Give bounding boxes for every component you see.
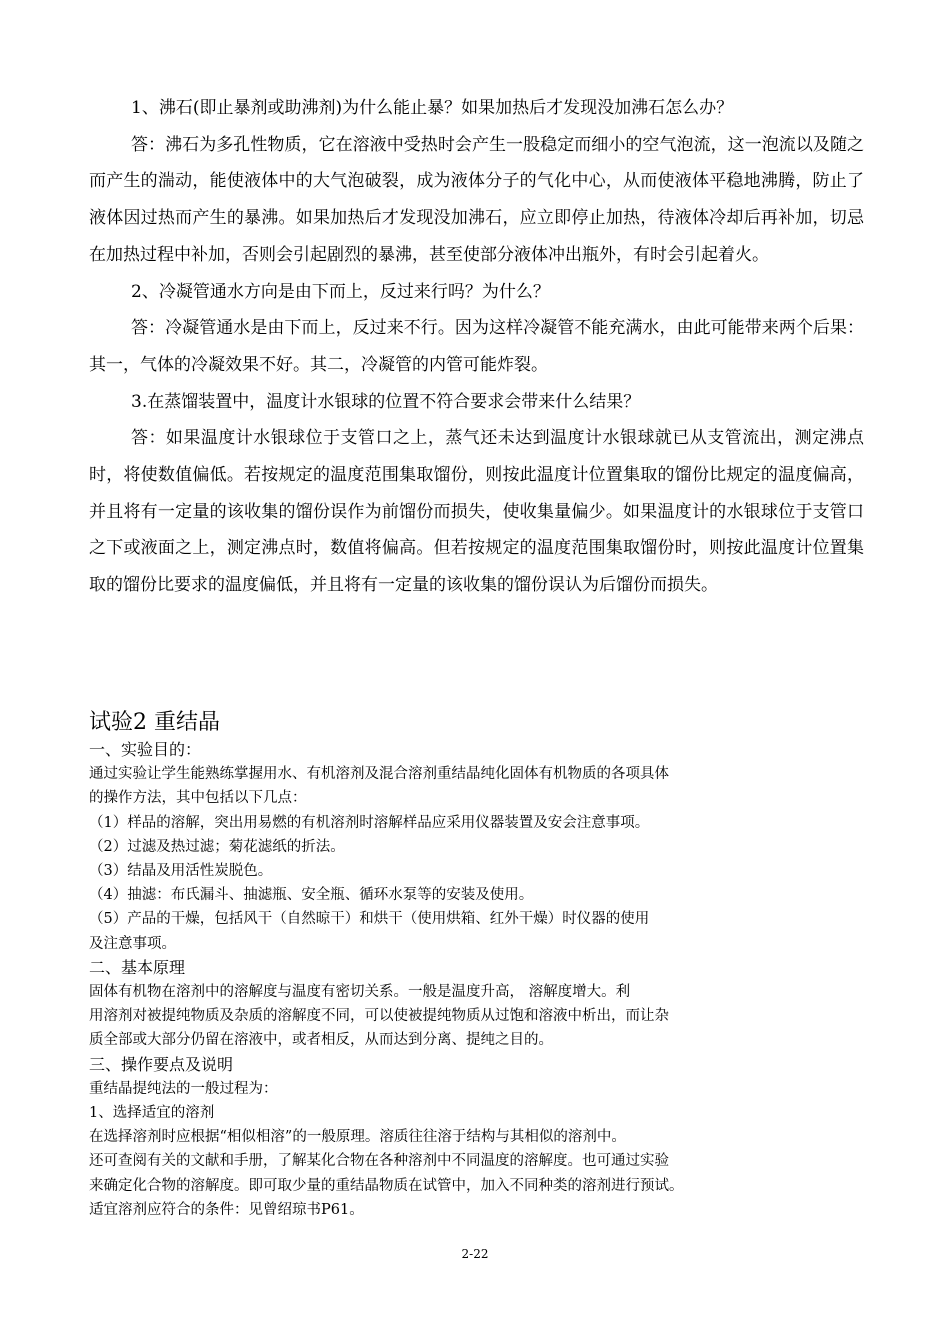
section-heading: 一、实验目的： [89,740,202,759]
section-heading: 三、操作要点及说明 [89,1054,234,1074]
qa-section [89,90,864,604]
body-line: 适宜溶剂应符合的条件：见曾绍琼书P61。 [89,1201,364,1218]
section-heading: 二、基本原理 [89,957,186,977]
answer-2: 答：冷凝管通水是由下而上，反过来不行。因为这样冷凝管不能充满水，由此可能带来两个后果：其一，气体的冷凝效果不好。其二，冷凝管的内管可能炸裂。 [89,318,864,375]
list-item: （1）样品的溶解，突出用易燃的有机溶剂时溶解样品应采用仪器装置及安会注意事项。 [89,814,650,831]
body-line: 用溶剂对被提纯物质及杂质的溶解度不同，可以使被提纯物质从过饱和溶液中析出，而让杂 [89,1008,669,1025]
body-line: 固体有机物在溶剂中的溶解度与温度有密切关系。一般是温度升高， 溶解度增大。利 [89,984,631,1001]
body-line: 重结晶提纯法的一般过程为： [89,1080,278,1097]
experiment-section [89,708,869,1222]
answer-3: 答：如果温度计水银球位于支管口之上，蒸气还未达到温度计水银球就已从支管流出，测定沸点时，将使数值偏低。若按规定的温度范围集取馏份，则按此温度计位置集取的馏份比规定的温度偏高，并且将有一定量的该收集的馏份误作为前馏份而损失，使收集量偏少。如果温度计的水银球位于支管口之下或液面之上，测定沸点时，数值将偏高。但若按规定的温度范围集取馏份时，则按此温度计位置集取的馏份比要求的温度偏低，并且将有一定量的该收集的馏份误认为后馏份而损失。 [89,428,864,596]
list-item: （5）产品的干燥，包括风干（自然晾干）和烘干（使用烘箱、红外干燥）时仪器的使用 [89,911,650,928]
body-line: 质全部或大部分仍留在溶液中，或者相反，从而达到分离、提纯之目的。 [89,1032,553,1049]
body-line: 还可查阅有关的文献和手册，了解某化合物在各种溶剂中不同温度的溶解度。也可通过实验 [89,1153,669,1170]
answer-1: 答：沸石为多孔性物质，它在溶液中受热时会产生一股稳定而细小的空气泡流，这一泡流以及随之而产生的湍动，能使液体中的大气泡破裂，成为液体分子的气化中心，从而使液体平稳地沸腾，防止了液体因过热而产生的暴沸。如果加热后才发现没加沸石，应立即停止加热，待液体冷却后再补加，切忌在加热过程中补加，否则会引起剧烈的暴沸，甚至使部分液体冲出瓶外，有时会引起着火。 [89,134,864,265]
question-2: 2、冷凝管通水方向是由下而上，反过来行吗？为什么？ [131,281,550,302]
question-1: 1、沸石(即止暴剂或助沸剂)为什么能止暴？如果加热后才发现没加沸石怎么办？ [131,98,734,118]
list-item: （4）抽滤：布氏漏斗、抽滤瓶、安全瓶、循环水泵等的安装及使用。 [89,887,534,904]
experiment-title: 试验2 重结晶 [89,710,220,735]
list-item: （2）过滤及热过滤；菊花滤纸的折法。 [89,838,345,855]
body-line: 来确定化合物的溶解度。即可取少量的重结晶物质在试管中，加入不同种类的溶剂进行预试。 [89,1177,684,1194]
body-line: 在选择溶剂时应根据“相似相溶”的一般原理。溶质往往溶于结构与其相似的溶剂中。 [89,1129,626,1146]
body-line: 的操作方法，其中包括以下几点： [89,790,307,807]
body-line: 通过实验让学生能熟练掌握用水、有机溶剂及混合溶剂重结晶纯化固体有机物质的各项具体 [89,766,669,783]
page-number: 2-22 [461,1247,489,1261]
body-line: 及注意事项。 [89,935,176,952]
list-item: （3）结晶及用活性炭脱色。 [89,863,273,880]
question-3: 3.在蒸馏装置中，温度计水银球的位置不符合要求会带来什么结果？ [131,391,641,412]
subsection-heading: 1、选择适宜的溶剂 [89,1105,215,1122]
